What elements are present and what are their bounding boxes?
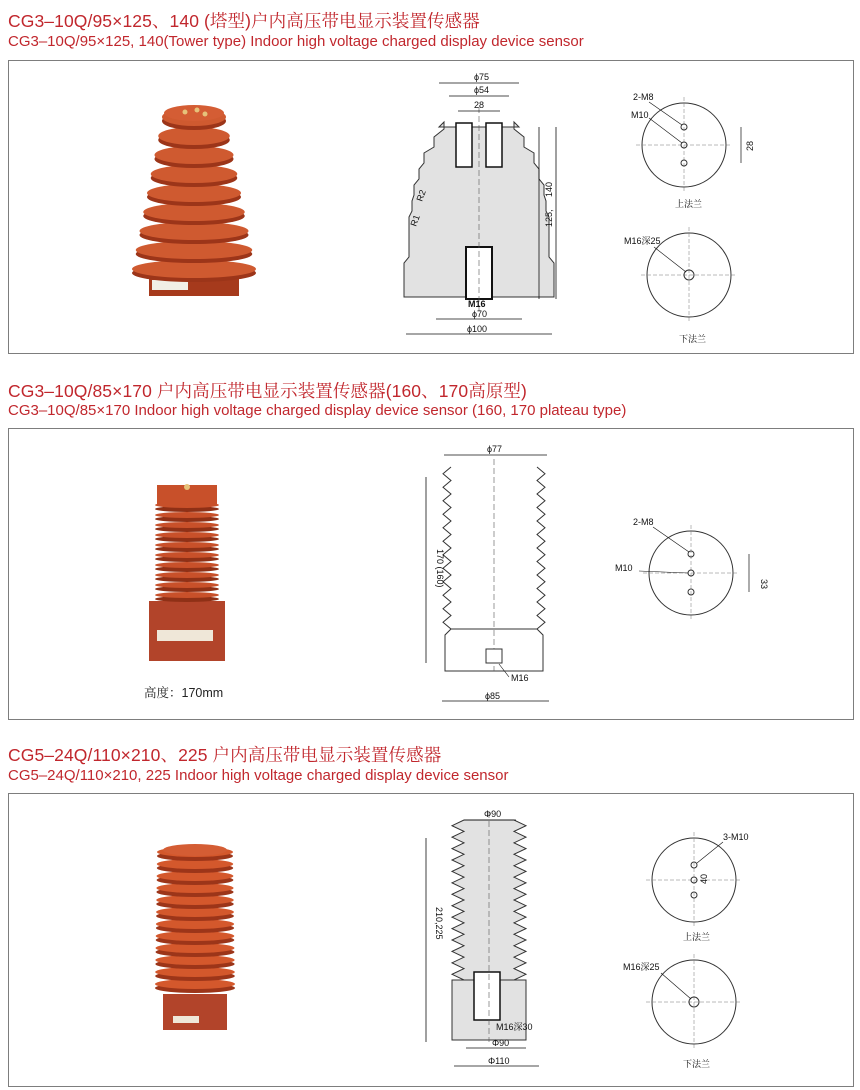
dim-height: 210,225	[434, 907, 444, 940]
dim-d90-bottom: Φ90	[492, 1038, 510, 1048]
sensor-product-image	[119, 103, 269, 303]
dim-h140: 140	[544, 181, 554, 197]
upper-flange-label: 上法兰	[683, 932, 711, 942]
upper-flange-label: 上法兰	[675, 199, 703, 209]
section-1-subtitle: CG3–10Q/95×125, 140(Tower type) Indoor high voltage charged display device sensor	[8, 33, 584, 50]
section-3-subtitle: CG5–24Q/110×210, 225 Indoor high voltage charged display device sensor	[8, 767, 509, 784]
lower-flange-label: 下法兰	[683, 1059, 711, 1069]
sensor-section-drawing	[394, 67, 584, 349]
flange-3-m10: 3-M10	[723, 832, 749, 842]
dim-r1: R1	[408, 213, 422, 228]
dim-d28: 28	[474, 100, 485, 110]
dim-h125: 125,	[544, 209, 554, 227]
sensor-product-image	[147, 481, 227, 663]
dim-m16-deep30: M16深30	[496, 1022, 533, 1032]
dim-d85: ϕ85	[485, 691, 501, 701]
flange-m16-deep25: M16深25	[624, 236, 661, 246]
sensor-product-image	[145, 844, 245, 1034]
upper-flange-drawing	[609, 509, 789, 639]
dim-d75: ϕ75	[474, 72, 490, 82]
dim-m16: M16	[468, 299, 486, 309]
dim-r2: R2	[414, 188, 428, 203]
height-note: 高度：170mm	[144, 686, 224, 700]
flange-m16-deep25: M16深25	[623, 962, 660, 972]
flange-m10: M10	[631, 110, 649, 120]
dim-d70: ϕ70	[472, 309, 488, 319]
dim-m16: M16	[511, 673, 529, 683]
section-3-panel	[8, 793, 854, 1087]
section-1-panel	[8, 60, 854, 354]
dim-d90-top: Φ90	[484, 809, 502, 819]
flange-2-m8: 2-M8	[633, 517, 654, 527]
sensor-section-drawing	[409, 439, 579, 711]
flange-2-m8: 2-M8	[633, 92, 654, 102]
lower-flange-label: 下法兰	[679, 334, 707, 344]
flange-d28: 28	[745, 140, 755, 151]
flange-d33: 33	[759, 579, 769, 590]
dim-d100: ϕ100	[467, 324, 488, 334]
section-3-title: CG5–24Q/110×210、225 户内高压带电显示装置传感器	[8, 745, 442, 765]
section-1-title: CG3–10Q/95×125、140 (塔型)户内高压带电显示装置传感器	[8, 11, 480, 31]
dim-d77: ϕ77	[487, 444, 503, 454]
section-2-panel	[8, 428, 854, 720]
upper-flange-drawing	[609, 85, 769, 355]
dim-height: 170 (160)	[435, 549, 445, 588]
sensor-section-drawing	[404, 802, 589, 1084]
flange-m10: M10	[615, 563, 633, 573]
dim-d110: Φ110	[488, 1056, 510, 1066]
section-2-title: CG3–10Q/85×170 户内高压带电显示装置传感器(160、170高原型)	[8, 381, 527, 401]
section-2-subtitle: CG3–10Q/85×170 Indoor high voltage charged display device sensor (160, 170 plateau type)	[8, 402, 627, 419]
dim-d54: ϕ54	[474, 85, 490, 95]
upper-flange-drawing	[619, 810, 779, 1080]
flange-d40: 40	[699, 873, 709, 884]
